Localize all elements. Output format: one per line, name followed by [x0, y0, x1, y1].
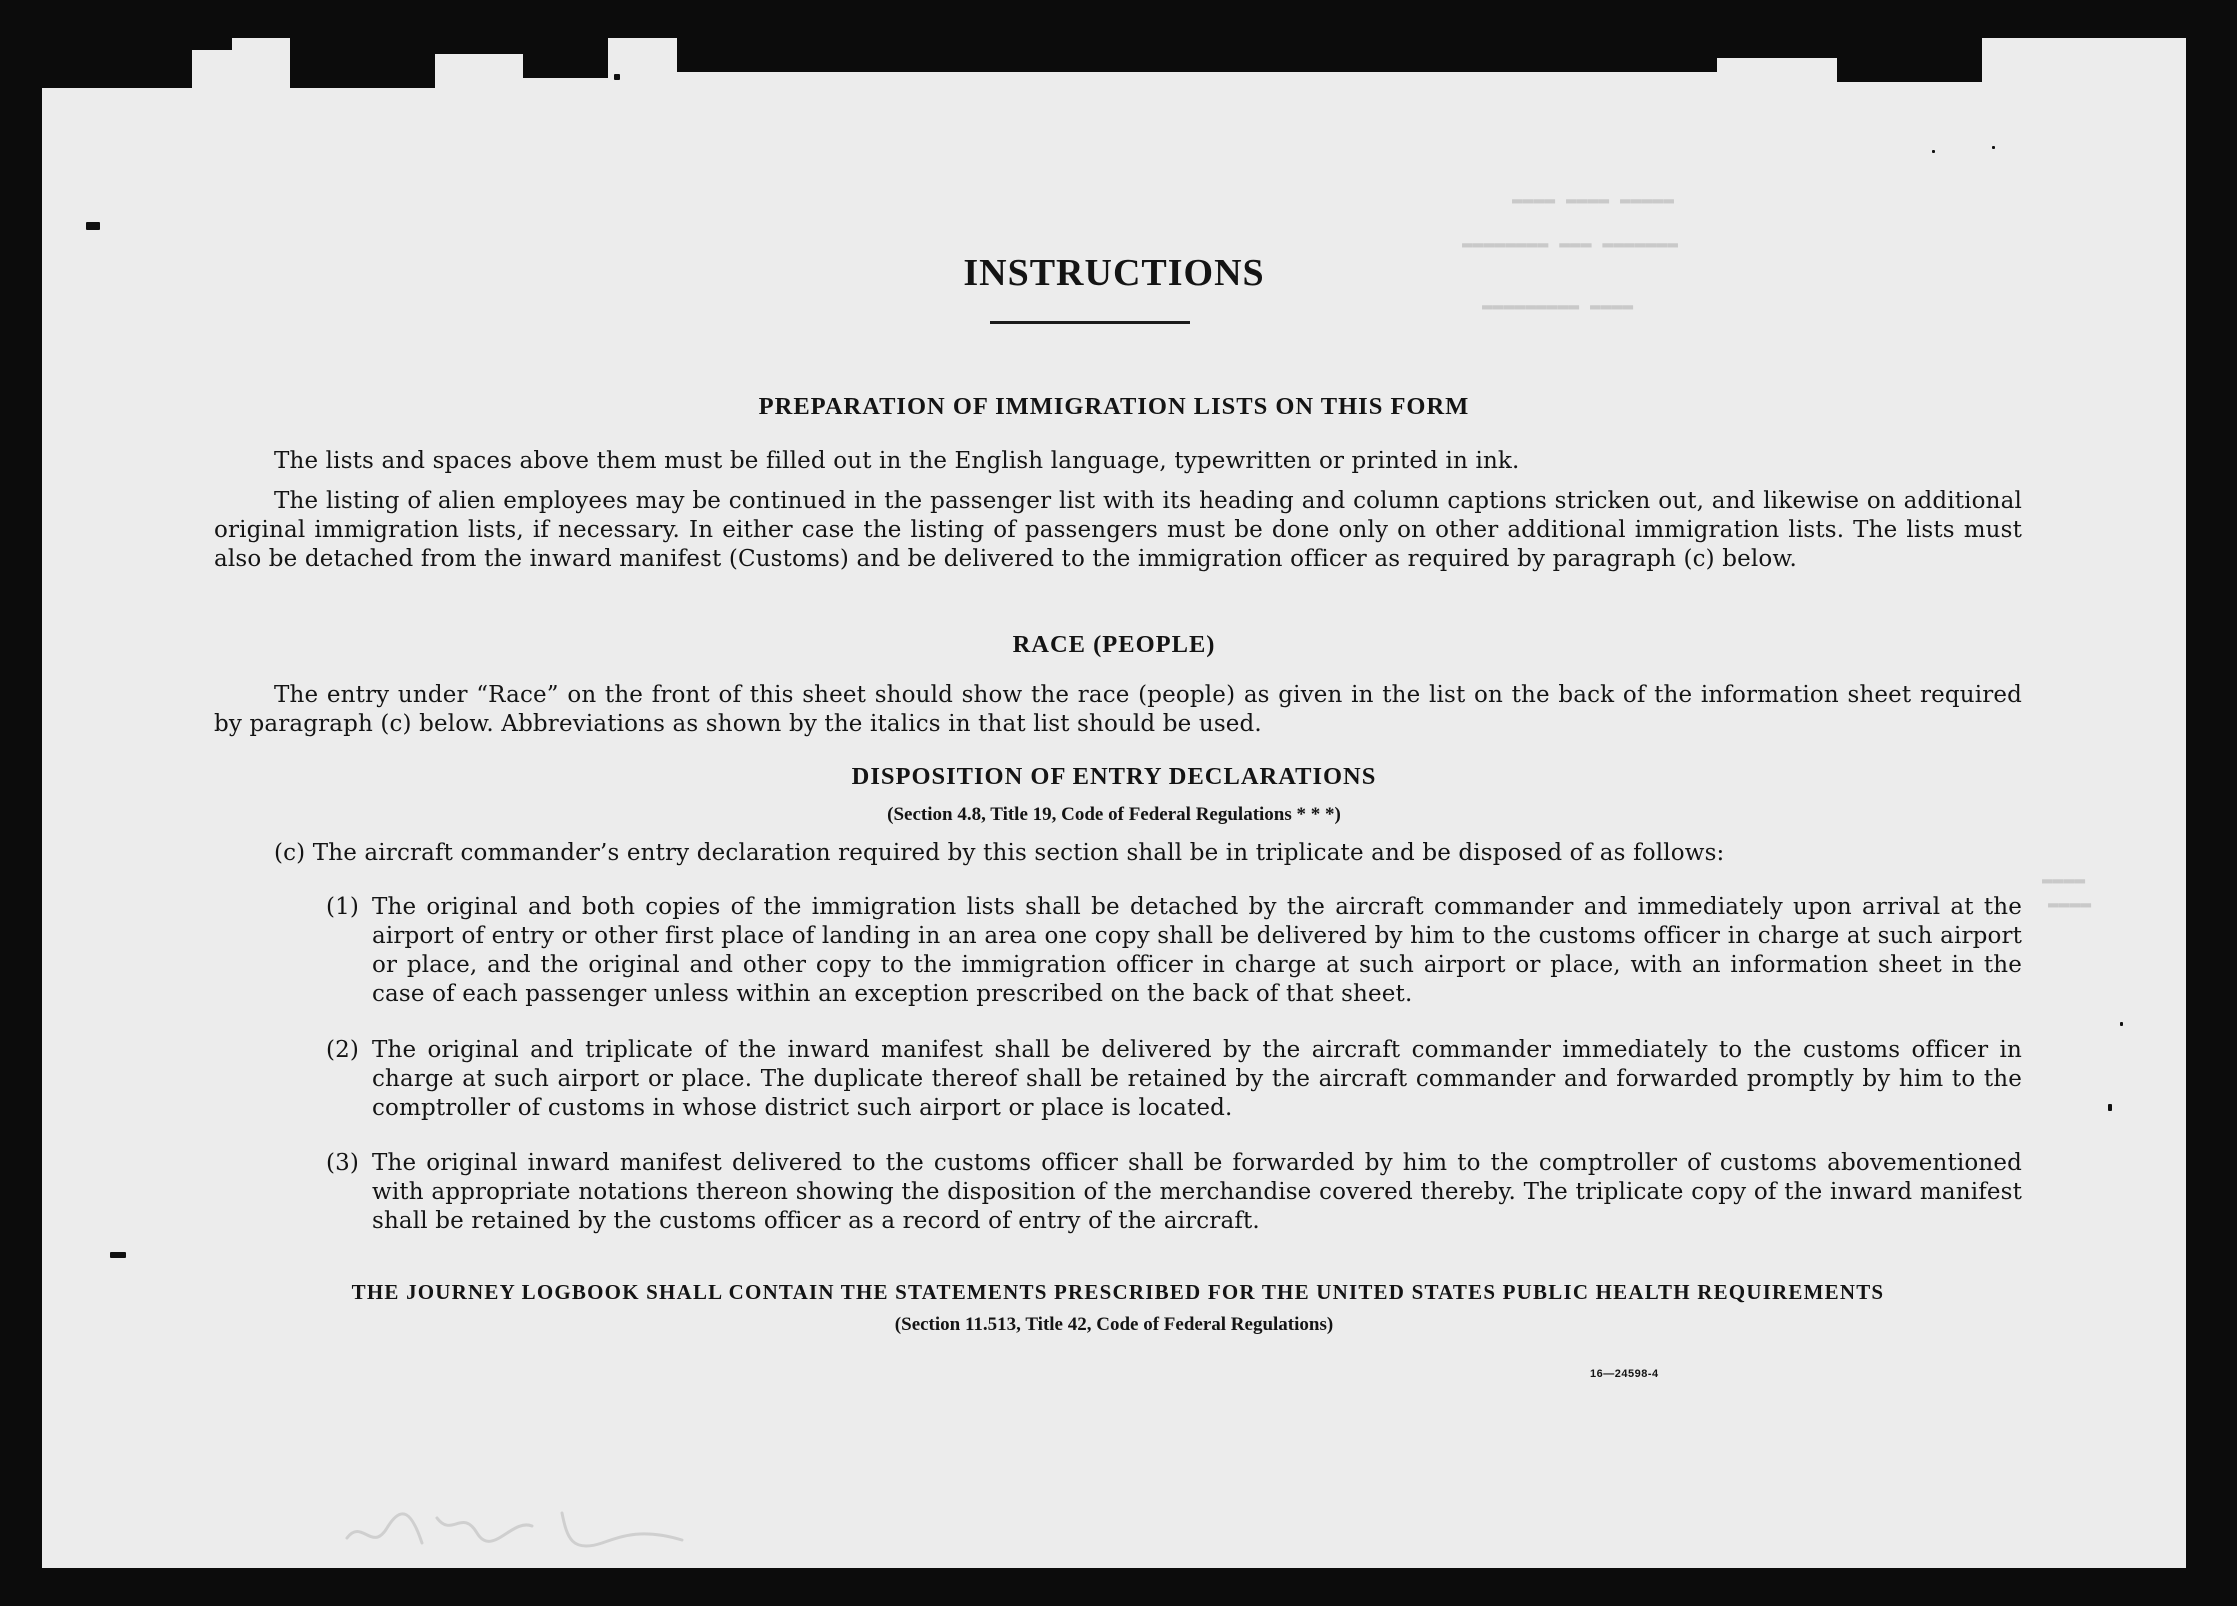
intro-label: (c) — [274, 840, 306, 866]
bleed-through-text: ▬▬▬▬▬▬▬▬▬ ▬▬▬▬ — [1482, 296, 1634, 316]
footer-citation: (Section 11.513, Title 42, Code of Federal Regulations) — [894, 1314, 1334, 1335]
scan-edge-tab — [677, 38, 1717, 72]
item-text: The original and triplicate of the inward manifest shall be delivered by the aircraft commander immediately to the customs officer in charge at such airport or place. The duplicate thereof shall be retained by the aircraft commander and forwarded promptly by him to the comptroller of customs in whose district such airport or place is located. — [372, 1037, 2022, 1121]
scan-edge-tab — [290, 38, 435, 88]
ink-speck — [614, 74, 620, 80]
bleed-through-text: ▬▬▬▬ — [2048, 894, 2092, 914]
section-heading-disposition: DISPOSITION OF ENTRY DECLARATIONS — [851, 763, 1377, 790]
intro-text: The aircraft commander’s entry declaration required by this section shall be in triplicate and be disposed of as follows: — [312, 840, 1725, 866]
section-citation: (Section 4.8, Title 19, Code of Federal Regulations * * *) — [887, 804, 1341, 825]
list-item — [326, 1036, 2022, 1123]
bleed-through-text: ▬▬▬▬▬▬▬▬ ▬▬▬ ▬▬▬▬▬▬▬ — [1462, 234, 1679, 254]
document-page — [42, 38, 2186, 1568]
ink-speck — [110, 1252, 126, 1258]
paragraph: The entry under “Race” on the front of this sheet should show the race (people) as given in the list on the back of the information sheet required by paragraph (c) below. Abbreviations as shown by the italics in that list should be used. — [214, 682, 2022, 737]
page-title: INSTRUCTIONS — [963, 252, 1265, 294]
ink-speck — [86, 222, 100, 230]
scan-edge-tab — [42, 38, 192, 88]
bleed-through-text: ▬▬▬▬ ▬▬▬▬ ▬▬▬▬▬ — [1512, 190, 1675, 210]
disposition-intro — [274, 839, 2022, 868]
item-number: (2) — [326, 1037, 360, 1063]
section-heading-race: RACE (PEOPLE) — [1012, 631, 1216, 658]
title-underline — [990, 321, 1190, 324]
list-item — [326, 1149, 2022, 1236]
scan-edge-tab — [435, 38, 523, 54]
item-text: The original and both copies of the immigration lists shall be detached by the aircraft commander and immediately upon arrival at the airport of entry or other first place of landing in an area one copy shall be delivered by him to the customs officer in charge at such airport or place, and the original and other copy to the immigration officer in charge at such airport or place, with an information sheet in the case of each passenger unless within an exception prescribed on the back of that sheet. — [372, 894, 2022, 1007]
bleed-through-text: ▬▬▬▬ — [2042, 870, 2086, 890]
scan-edge-tab — [1717, 38, 1837, 58]
section-heading-preparation: PREPARATION OF IMMIGRATION LISTS ON THIS FORM — [758, 393, 1470, 420]
paragraph: The listing of alien employees may be continued in the passenger list with its heading and column captions stricken out, and likewise on additional original immigration lists, if necessary. In either case the listing of passengers must be done only on other additional immigration lists. The lists must also be detached from the inward manifest (Customs) and be delivered to the immigration officer as required by paragraph (c) below. — [214, 488, 2022, 572]
paragraph: The lists and spaces above them must be filled out in the English language, typewritten or printed in ink. — [274, 448, 1520, 474]
ink-speck — [2120, 1022, 2123, 1026]
footer-heading: THE JOURNEY LOGBOOK SHALL CONTAIN THE STATEMENTS PRESCRIBED FOR THE UNITED STATES PUBLIC HEALTH REQUIREMENTS — [351, 1280, 1885, 1304]
ink-speck — [1992, 146, 1995, 149]
faint-signature-mark — [342, 1498, 702, 1568]
item-number: (1) — [326, 894, 360, 920]
scan-edge-tab — [1837, 38, 1982, 82]
ink-speck — [1932, 150, 1935, 153]
item-text: The original inward manifest delivered to the customs officer shall be forwarded by him to the comptroller of customs abovementioned with appropriate notations thereon showing the disposition of the merchandise covered thereby. The triplicate copy of the inward manifest shall be retained by the customs officer as a record of entry of the aircraft. — [372, 1150, 2022, 1234]
scan-edge-tab — [192, 38, 232, 50]
list-item — [326, 893, 2022, 1009]
form-code: 16—24598-4 — [1590, 1368, 1659, 1380]
ink-speck — [2108, 1104, 2112, 1111]
scan-edge-tab — [523, 38, 608, 78]
item-number: (3) — [326, 1150, 360, 1176]
